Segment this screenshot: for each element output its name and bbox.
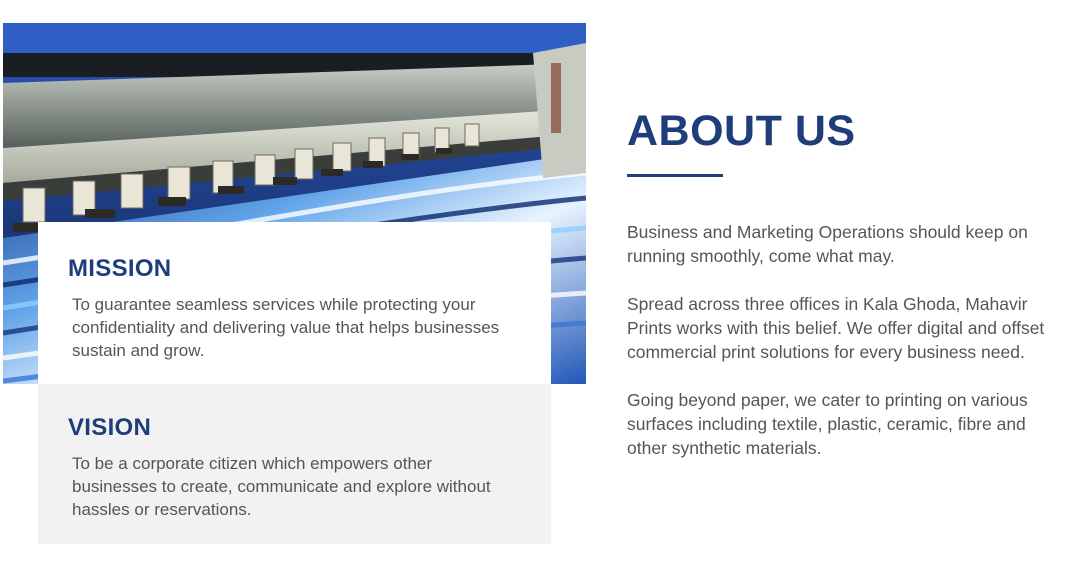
vision-text: To be a corporate citizen which empowers other businesses to create, communicate and explore without hassles or reservations. — [72, 454, 491, 519]
vision-title: VISION — [68, 414, 152, 441]
vision-card — [38, 384, 551, 544]
about-paragraph-1: Business and Marketing Operations should keep on running smoothly, come what may. — [627, 222, 1028, 266]
about-title: ABOUT US — [627, 107, 856, 155]
about-paragraph-2: Spread across three offices in Kala Ghoda, Mahavir Prints works with this belief. We offer digital and offset commercial print solutions for every business need. — [627, 294, 1045, 362]
about-section — [627, 108, 1057, 460]
mission-card — [38, 222, 551, 384]
title-underline — [627, 174, 723, 177]
mission-text: To guarantee seamless services while protecting your confidentiality and delivering value that helps businesses sustain and grow. — [72, 295, 500, 360]
about-paragraph-3: Going beyond paper, we cater to printing on various surfaces including textile, plastic, ceramic, fibre and other synthetic materials. — [627, 390, 1028, 458]
mission-title: MISSION — [68, 255, 172, 282]
